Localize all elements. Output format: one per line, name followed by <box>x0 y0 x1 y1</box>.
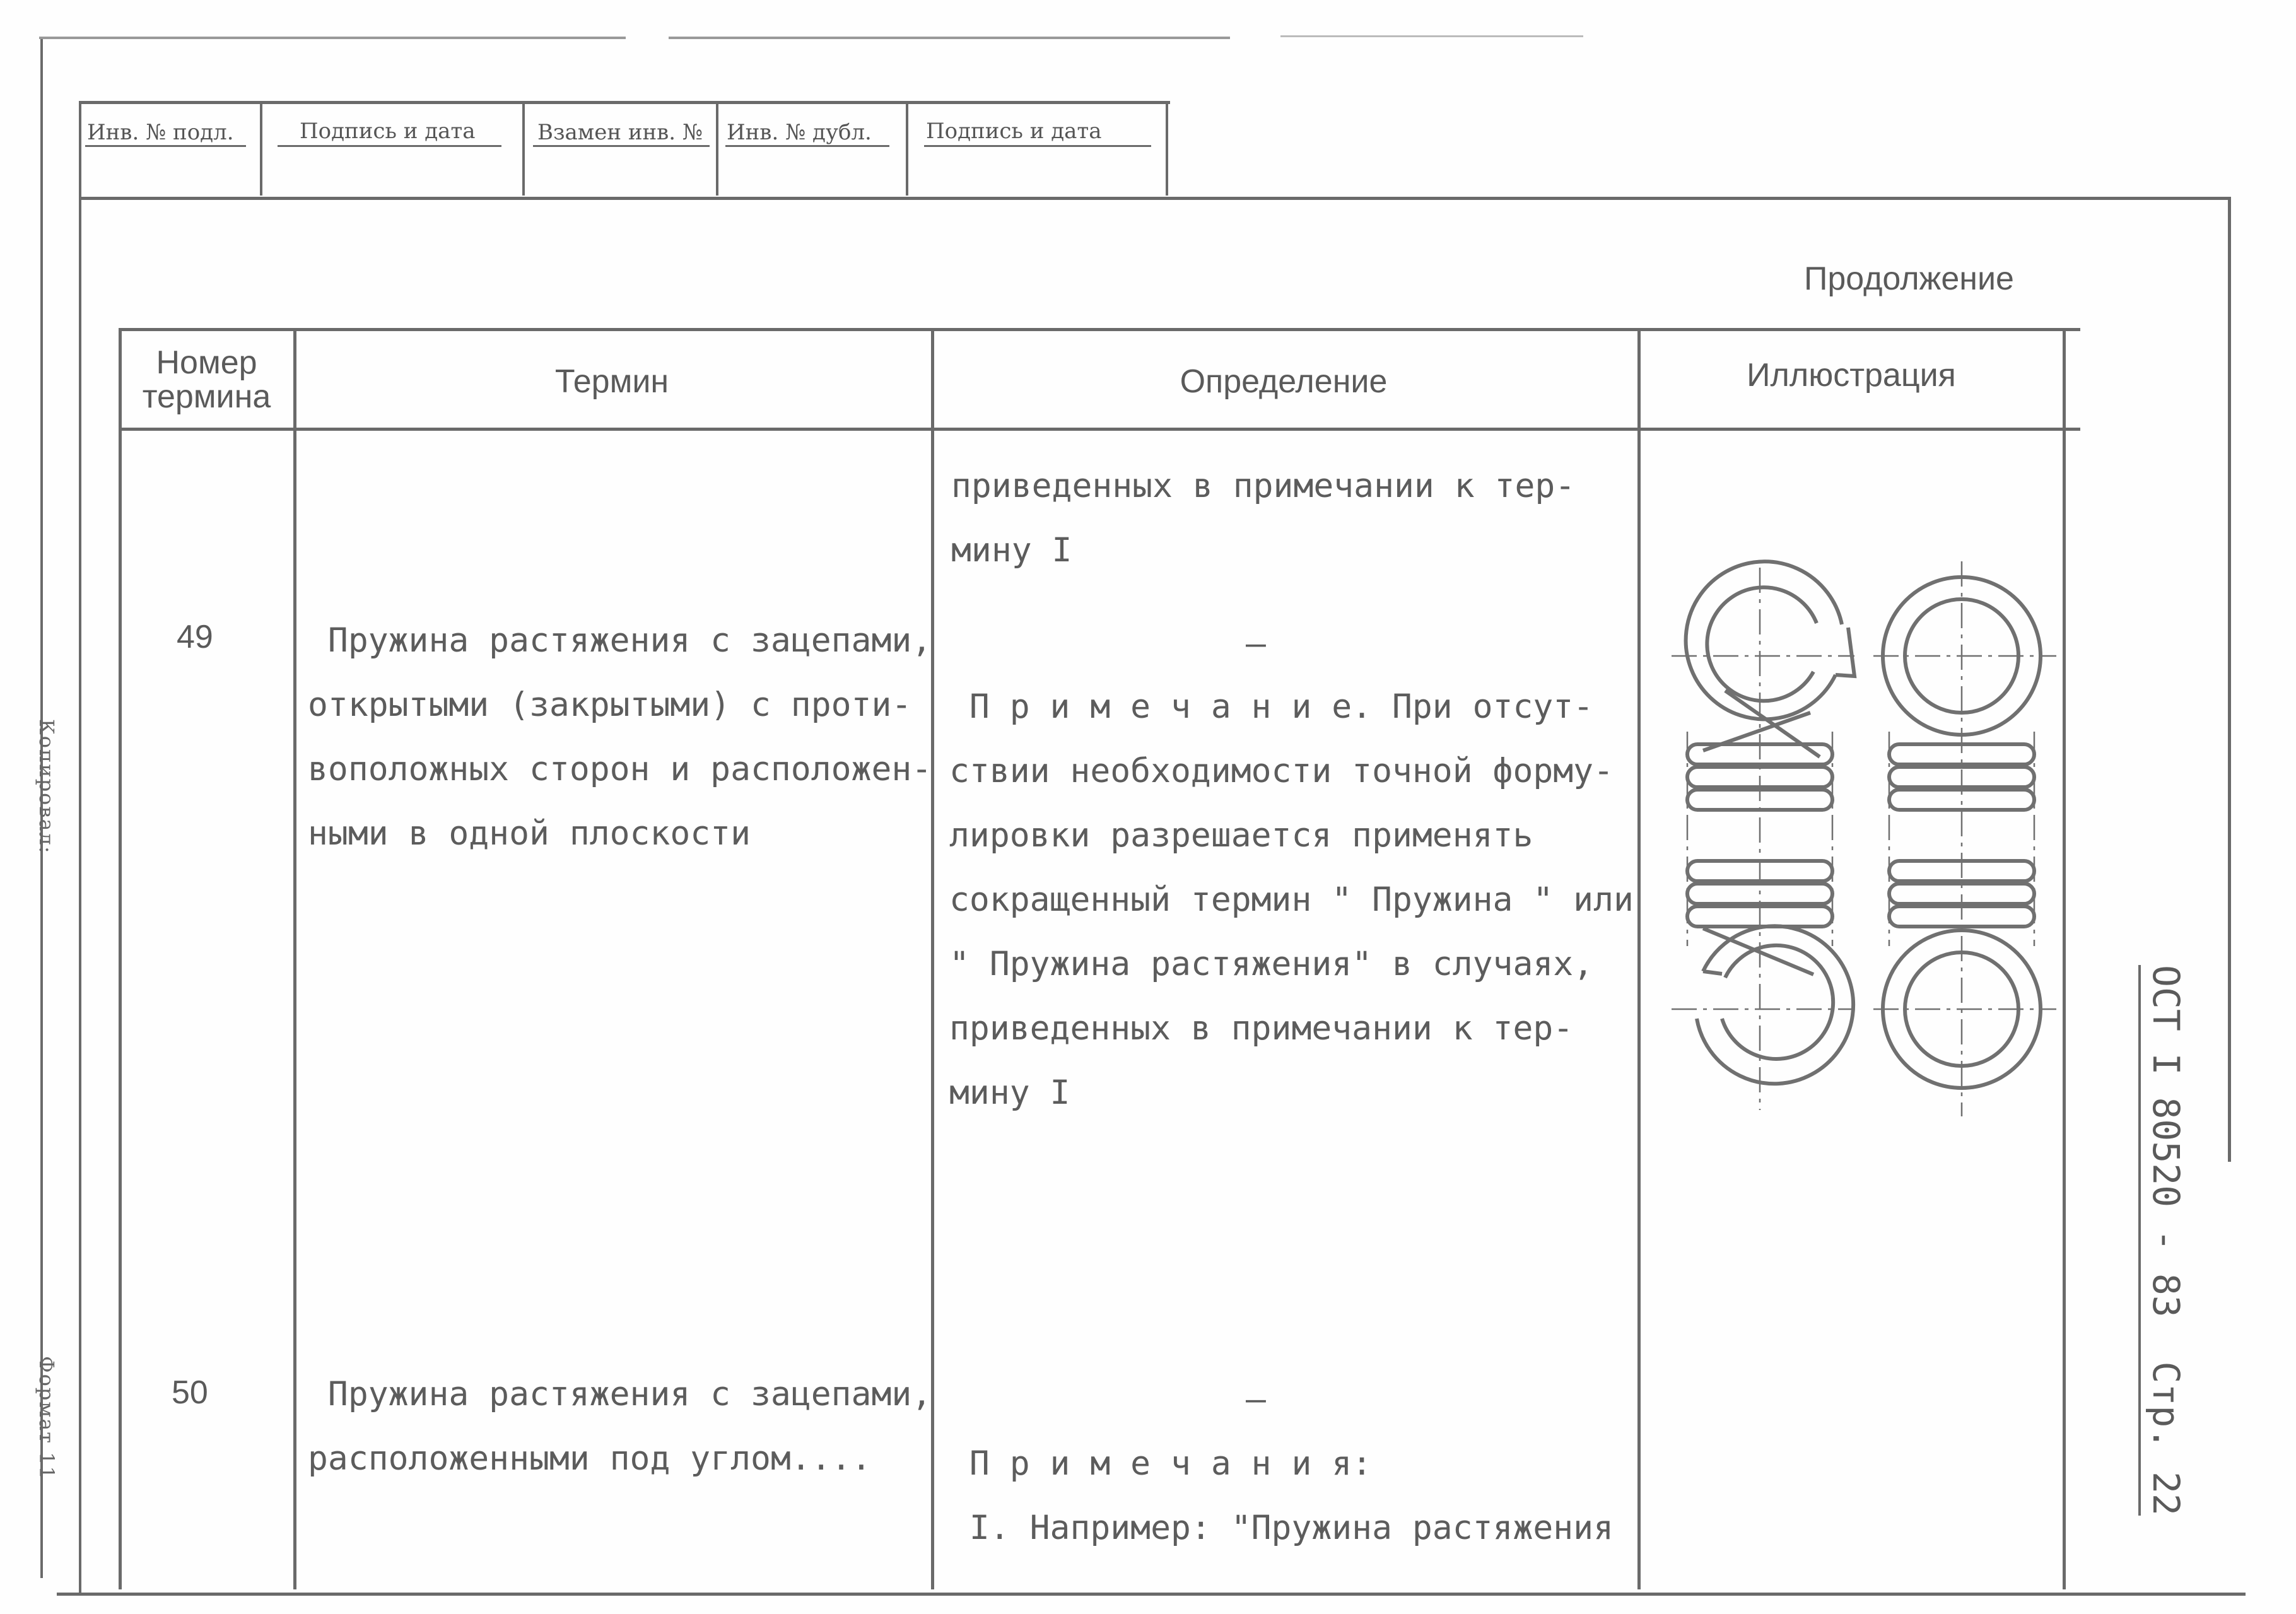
stamp-cell-signature-date-2: Подпись и дата <box>926 119 1102 144</box>
definition-dash-50: – <box>1246 1380 1266 1418</box>
side-label-format: Формат 11 <box>35 1356 59 1480</box>
header-term-number-line2: термина <box>142 378 271 415</box>
top-frame-fragment-3 <box>1280 35 1583 37</box>
header-term-number-line1: Номер <box>156 344 257 381</box>
header-term: Термин <box>554 363 669 400</box>
top-frame-fragment-1 <box>39 37 626 39</box>
table-col-line-0 <box>119 328 122 1589</box>
table-col-line-1 <box>293 328 296 1589</box>
stamp-divider-3 <box>716 104 718 196</box>
stamp-underline-4 <box>725 145 889 147</box>
spring-open-hooks <box>1686 561 1854 1084</box>
header-definition: Определение <box>1180 363 1388 400</box>
term-number-50: 50 <box>172 1374 208 1411</box>
stamp-divider-4 <box>906 104 908 196</box>
stamp-underline-2 <box>278 145 501 147</box>
definition-note-50: П р и м е ч а н и я: I. Например: "Пружина растяжения <box>969 1444 1614 1547</box>
table-header-bottom <box>119 428 2080 431</box>
term-number-49: 49 <box>177 619 213 655</box>
stamp-top-line <box>79 101 1170 104</box>
definition-continued: приведенных в примечании к тер- мину I <box>951 467 1576 570</box>
spring-closed-centerlines <box>1873 561 2056 1116</box>
term-text-49: Пружина растяжения с зацепами, открытыми (закрытыми) с проти- воположных сторон и расположен- ными в одной плоскости <box>308 621 932 853</box>
inner-frame-bottom <box>57 1593 2246 1596</box>
definition-note-49: П р и м е ч а н и е. При отсут- ствии необходимости точной форму- лировки разрешается применять сокращенный термин " Пружина " или " Пружина растяжения" в случаях, приведенных в примечании к тер- мину I <box>949 687 1634 1112</box>
inner-frame-top <box>79 197 2230 200</box>
table-top-line <box>119 328 2080 331</box>
top-frame-fragment-2 <box>669 37 1230 39</box>
stamp-cell-signature-date-1: Подпись и дата <box>300 119 476 144</box>
stamp-underline-3 <box>533 145 710 147</box>
stamp-cell-vzamen-inv: Взамен инв. № <box>537 120 703 145</box>
continuation-label: Продолжение <box>1804 260 2014 297</box>
term-text-50: Пружина растяжения с зацепами, расположенными под углом.... <box>308 1375 932 1478</box>
inner-frame-right <box>2228 197 2231 1162</box>
stamp-underline-5 <box>924 145 1151 147</box>
stamp-underline-1 <box>85 145 246 147</box>
stamp-divider-1 <box>260 104 262 196</box>
spring-illustration <box>1665 542 2069 1135</box>
header-illustration: Иллюстрация <box>1747 357 1956 394</box>
doc-code: ОСТ I 80520 - 83 Стр. 22 <box>2138 965 2188 1516</box>
stamp-cell-inv-dubl: Инв. № дубл. <box>727 120 872 145</box>
side-label-copied: Копировал: <box>35 719 59 855</box>
table-col-line-3 <box>1637 328 1641 1589</box>
stamp-divider-5 <box>1166 104 1168 196</box>
inner-frame-left <box>79 101 81 1596</box>
header-term-number <box>126 346 287 414</box>
stamp-divider-2 <box>522 104 525 196</box>
definition-dash-49: – <box>1246 624 1266 663</box>
stamp-cell-inv-podl: Инв. № подл. <box>87 120 234 145</box>
